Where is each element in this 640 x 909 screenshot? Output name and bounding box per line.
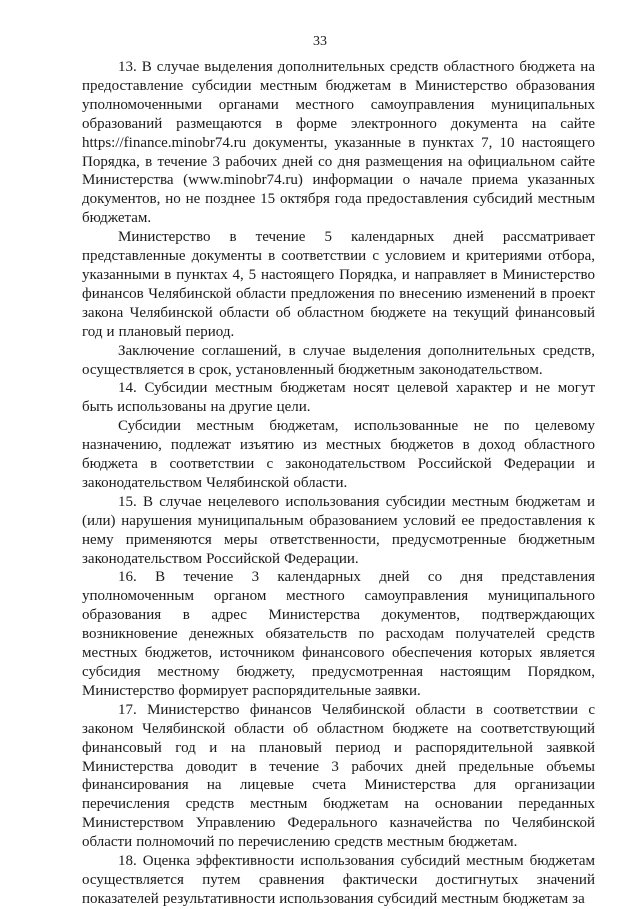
paragraph-ministry-review: Министерство в течение 5 календарных дней рассматривает представленные документы в соответствии с условием и критериями отбора, указанными в пунктах 4, 5 настоящего Порядка, и направляет в Министерство финансов Челябинской области предложения по внесению изменений в проект закона Челябинской области об областном бюджете на текущий финансовый год и плановый период. bbox=[82, 229, 595, 340]
paragraph-13: 13. В случае выделения дополнительных средств областного бюджета на предоставление субсидии местным бюджетам в Министерство образования уполномоченными органами местного самоуправления муниципальных образований размещаются в форме электронного документа на сайте https://finance.minobr74.ru документы, указанные в пунктах 7, 10 настоящего Порядка, в течение 3 рабочих дней со дня размещения на официальном сайте Министерства (www.minobr74.ru) информации о начале приема указанных документов, но не позднее 15 октября года предоставления субсидий местным бюджетам. bbox=[82, 59, 595, 227]
page-number: 33 bbox=[313, 34, 327, 49]
paragraph-agreements: Заключение соглашений, в случае выделения дополнительных средств, осуществляется в срок, установленный бюджетным законодательством. bbox=[82, 342, 595, 378]
paragraph-15: 15. В случае нецелевого использования субсидии местным бюджетам и (или) нарушения муниципальным образованием условий ее предоставления к нему применяются меры ответственности, предусмотренные бюджетным законодательством Российской Федерации. bbox=[82, 493, 595, 567]
paragraph-18: 18. Оценка эффективности использования субсидий местным бюджетам осуществляется путем сравнения фактически достигнутых значений показателей результативности использования субсидий местным бюджетам за bbox=[82, 853, 595, 907]
document-body bbox=[82, 58, 595, 909]
paragraph-17: 17. Министерство финансов Челябинской области в соответствии с законом Челябинской области об областном бюджете на соответствующий финансовый год и на плановый период и распорядительной заявкой Министерства доводит в течение 3 рабочих дней предельные объемы финансирования на лицевые счета Министерства для организации перечисления средств местным бюджетам на основании переданных Министерством Управлению Федерального казначейства по Челябинской области полномочий по перечислению средств местным бюджетам. bbox=[82, 701, 595, 851]
paragraph-misuse-withdrawal: Субсидии местным бюджетам, использованные не по целевому назначению, подлежат изъятию из местных бюджетов в доход областного бюджета в соответствии с законодательством Российской Федерации и законодательством Челябинской области. bbox=[82, 418, 595, 491]
paragraph-16: 16. В течение 3 календарных дней со дня представления уполномоченным органом местного самоуправления муниципального образования в адрес Министерства документов, подтверждающих возникновение денежных обязательств по расходам получателей средств местных бюджетов, источником финансового обеспечения которых является субсидия местному бюджету, предусмотренная настоящим Порядком, Министерство формирует распорядительные заявки. bbox=[82, 569, 595, 699]
paragraph-14: 14. Субсидии местным бюджетам носят целевой характер и не могут быть использованы на другие цели. bbox=[82, 380, 595, 416]
